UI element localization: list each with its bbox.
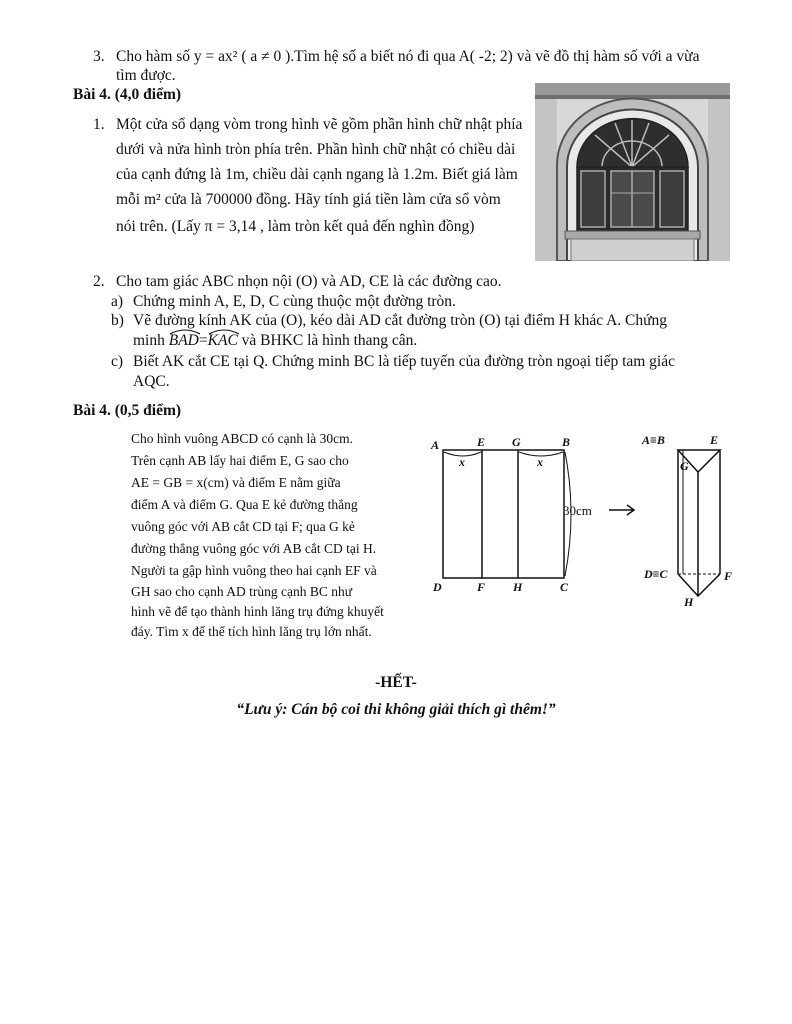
square-problem-line: GH sao cho cạnh AD trùng cạnh BC như — [131, 584, 353, 599]
problem-1-line: Một cửa sổ dạng vòm trong hình vẽ gồm phần hình chữ nhật phía — [116, 116, 523, 133]
square-problem-line: Cho hình vuông ABCD có cạnh là 30cm. — [131, 431, 353, 446]
problem-2c-label: c) — [111, 353, 124, 370]
square-problem-line: AE = GB = x(cm) và điểm E nằm giữa — [131, 475, 341, 490]
problem-2b-line2 — [133, 332, 417, 350]
square-problem-line: vuông góc với AB cắt CD tại F; qua G kẻ — [131, 519, 355, 534]
square-problem-line: hình vẽ để tạo thành hình lăng trụ đứng khuyết — [131, 604, 384, 619]
label-30cm: 30cm — [563, 503, 592, 518]
square-problem-line: đáy. Tìm x để thể tích hình lăng trụ lớn nhất. — [131, 624, 372, 639]
section-heading-bai4-part2: Bài 4. (0,5 điểm) — [73, 402, 182, 419]
square-problem-line: Trên cạnh AB lấy hai điểm E, G sao cho — [131, 453, 349, 468]
problem-2b-prefix: minh — [133, 332, 165, 349]
problem-2a-label: a) — [111, 293, 124, 310]
item-3-number: 3. — [93, 48, 105, 65]
label-c: C — [560, 580, 569, 594]
label-d-c: D≡C — [644, 567, 668, 581]
item-3-text-line2: tìm được. — [116, 67, 176, 84]
square-abcd — [443, 450, 564, 578]
problem-2b-line1: Vẽ đường kính AK của (O), kéo dài AD cắt đường tròn (O) tại điểm H khác A. Chứng — [133, 312, 668, 329]
angle-kac: KAC — [208, 332, 238, 350]
angle-hat-icon — [169, 327, 201, 335]
angle-hat-icon — [208, 327, 240, 335]
square-problem-line: điểm A và điểm G. Qua E kẻ đường thẳng — [131, 497, 358, 512]
label-h: H — [513, 580, 523, 594]
prism-bottom-edges — [678, 574, 720, 596]
label-f-prism: F — [724, 569, 733, 583]
label-f: F — [477, 580, 486, 594]
label-g-prism: G — [680, 459, 689, 473]
arched-window-photo — [535, 83, 730, 261]
problem-2b-label: b) — [111, 312, 124, 329]
label-h-prism: H — [684, 595, 694, 609]
problem-1-number: 1. — [93, 116, 105, 133]
label-e: E — [477, 435, 486, 449]
problem-1-line: nói trên. (Lấy π = 3,14 , làm tròn kết quả đến nghìn đồng) — [116, 218, 475, 235]
square-problem-line: Người ta gập hình vuông theo hai cạnh EF và — [131, 563, 377, 578]
label-x-left: x — [459, 455, 465, 469]
problem-2a-text: Chứng minh A, E, D, C cùng thuộc một đường tròn. — [133, 293, 456, 310]
problem-2b-suffix: và BHKC là hình thang cân. — [241, 332, 418, 349]
problem-2-number: 2. — [93, 273, 105, 290]
problem-1-line: dưới và nửa hình tròn phía trên. Phần hình chữ nhật có chiều dài — [116, 141, 516, 158]
label-x-right: x — [537, 455, 543, 469]
label-d: D — [433, 580, 442, 594]
footer-note: “Lưu ý: Cán bộ coi thi không giải thích gì thêm!” — [236, 701, 556, 718]
label-g: G — [512, 435, 521, 449]
problem-1-line: của cạnh đứng là 1m, chiều dài cạnh ngang là 1.2m. Biết giá làm — [116, 166, 518, 183]
section-heading-bai4: Bài 4. (4,0 điểm) — [73, 86, 182, 103]
angle-bad: BAD — [169, 332, 199, 350]
label-b: B — [562, 435, 571, 449]
equals-sign: = — [198, 332, 208, 349]
label-a: A — [431, 438, 440, 452]
label-e-prism: E — [710, 433, 719, 447]
problem-2c-line1: Biết AK cắt CE tại Q. Chứng minh BC là tiếp tuyến của đường tròn ngoại tiếp tam giác — [133, 353, 676, 370]
label-a-b: A≡B — [642, 433, 665, 447]
square-problem-line: đường thẳng vuông góc với AB cắt CD tại H. — [131, 541, 377, 556]
item-3-text-line1: Cho hàm số y = ax² ( a ≠ 0 ).Tìm hệ số a biết nó đi qua A( -2; 2) và vẽ đồ thị hàm số với a vừa — [116, 48, 700, 65]
problem-1-line: mỗi m² cửa là 700000 đồng. Hãy tính giá tiền làm cửa sổ vòm — [116, 191, 501, 208]
square-figure — [425, 430, 635, 600]
prism-figure — [640, 430, 750, 610]
problem-2c-line2: AQC. — [133, 373, 170, 390]
problem-2-intro: Cho tam giác ABC nhọn nội (O) và AD, CE là các đường cao. — [116, 273, 502, 290]
end-marker: -HẾT- — [375, 674, 417, 691]
